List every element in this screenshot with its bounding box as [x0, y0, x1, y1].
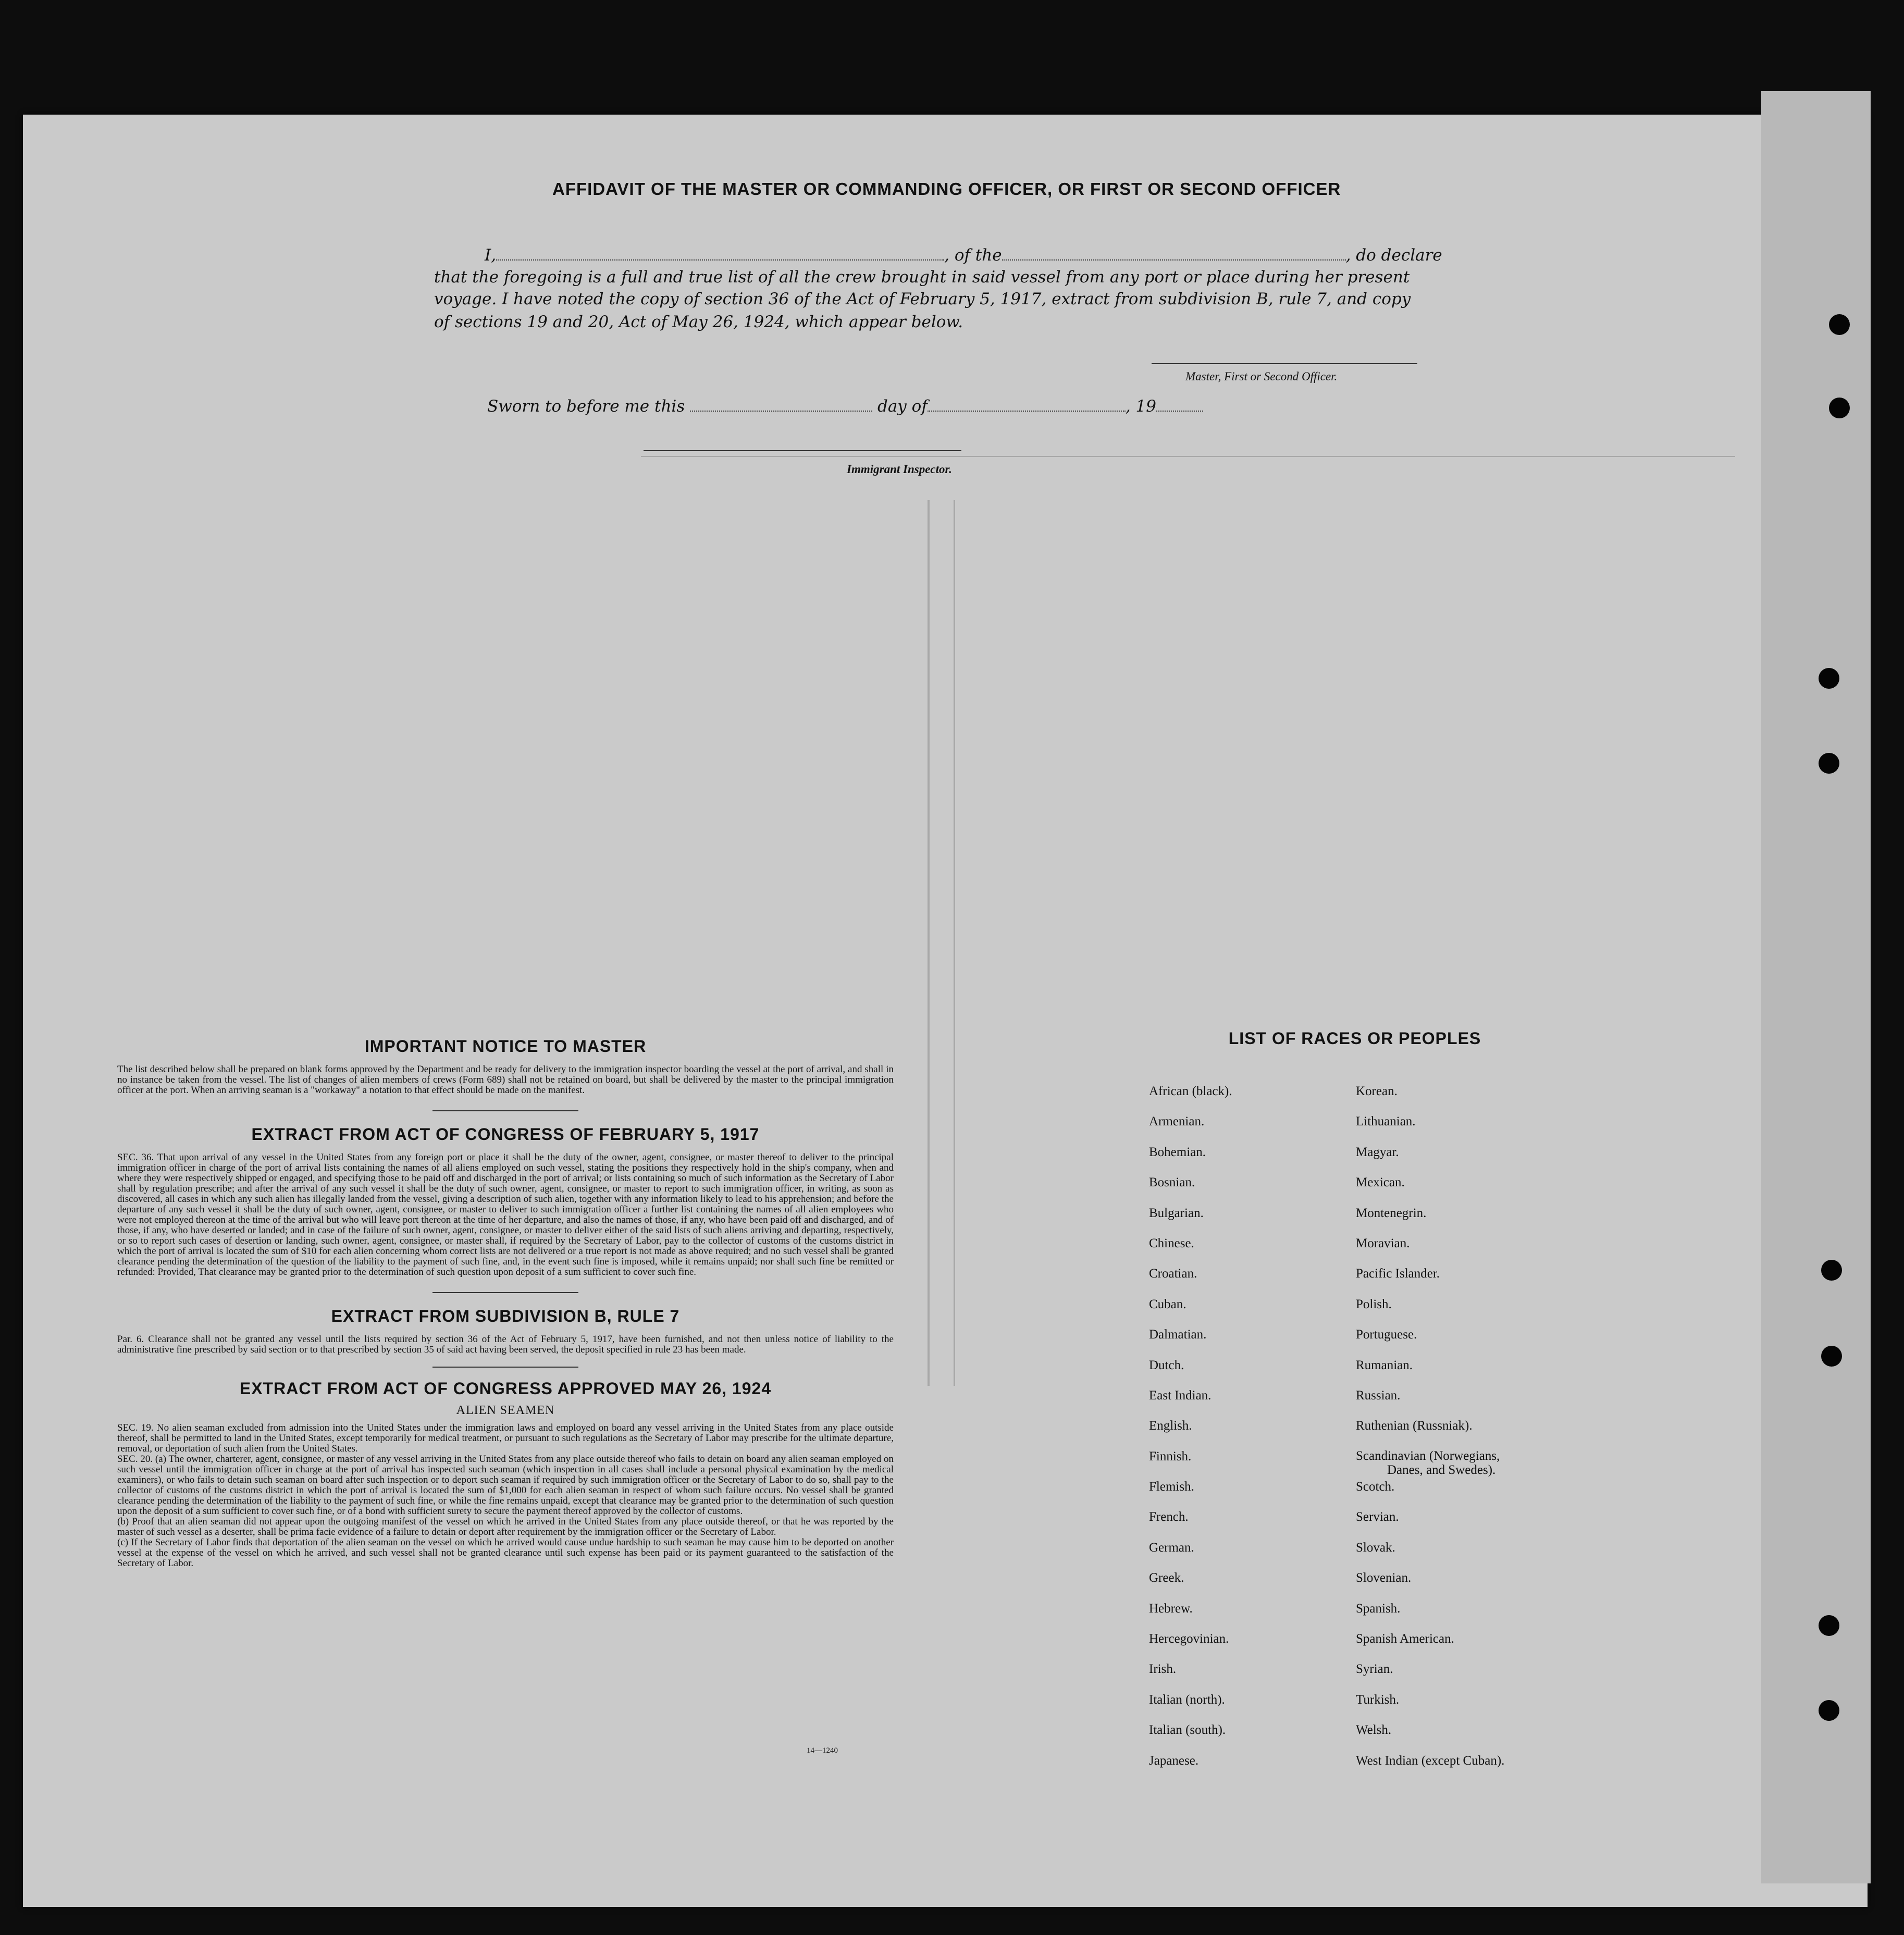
notices-column: [117, 1037, 894, 1569]
affidavit-i: I,: [485, 246, 497, 265]
master-signature-line[interactable]: [1152, 363, 1417, 364]
binder-hole-icon: [1819, 1615, 1839, 1636]
divider: [432, 1292, 578, 1293]
binder-hole-icon: [1819, 668, 1839, 689]
affidavit-line-3: voyage. I have noted the copy of section 36 of the Act of February 5, 1917, extract from subdivision B, rule 7, and copy: [434, 290, 1411, 308]
divider: [432, 1110, 578, 1111]
race-item: Cuban.: [1149, 1297, 1186, 1311]
race-item: Scandinavian (Norwegians, Danes, and Swedes).: [1356, 1448, 1500, 1477]
sheet-edge: [1761, 91, 1871, 1883]
race-item: French.: [1149, 1510, 1189, 1524]
race-item: Hercegovinian.: [1149, 1632, 1229, 1646]
race-item: Servian.: [1356, 1510, 1399, 1524]
race-item: Slovenian.: [1356, 1571, 1412, 1585]
inspector-signature-label: Immigrant Inspector.: [847, 463, 952, 476]
race-item: Mexican.: [1356, 1175, 1405, 1190]
race-item: Rumanian.: [1356, 1358, 1413, 1372]
extract-1924-subtitle: ALIEN SEAMEN: [456, 1404, 555, 1417]
race-item: Ruthenian (Russniak).: [1356, 1419, 1473, 1433]
extract-1924-sec20c: (c) If the Secretary of Labor finds that deportation of the alien seaman on the vessel on which he arrived would cause undue hardship to such seaman he may cause him to be deported on another vessel at the expense of the vessel on which he arrived, and such vessel shall not be granted clearance until such expense has been paid or its payment guaranteed to the satisfaction of the Secretary of Labor.: [117, 1537, 894, 1569]
race-item: Dutch.: [1149, 1358, 1184, 1372]
bleed-through-line: [641, 456, 1735, 457]
race-item: Bosnian.: [1149, 1175, 1195, 1190]
race-item: Irish.: [1149, 1662, 1177, 1677]
affidavit-line-1: [485, 244, 1459, 267]
race-item: Bohemian.: [1149, 1145, 1206, 1159]
race-item: German.: [1149, 1540, 1194, 1555]
race-item: Italian (north).: [1149, 1692, 1225, 1707]
affidavit-of-the: , of the: [944, 246, 1002, 265]
sworn-day-field[interactable]: [690, 398, 872, 412]
race-item: Syrian.: [1356, 1662, 1393, 1677]
race-item: Spanish American.: [1356, 1632, 1454, 1646]
race-item: Moravian.: [1356, 1236, 1410, 1250]
race-item: Greek.: [1149, 1571, 1184, 1585]
binder-hole-icon: [1821, 1346, 1842, 1367]
binder-hole-icon: [1821, 1260, 1842, 1281]
race-item: Polish.: [1356, 1297, 1392, 1311]
race-item: Spanish.: [1356, 1601, 1401, 1616]
binder-hole-icon: [1829, 398, 1850, 418]
races-title: LIST OF RACES OR PEOPLES: [1228, 1029, 1481, 1048]
race-item: Japanese.: [1149, 1753, 1199, 1768]
master-name-field[interactable]: [496, 247, 944, 261]
race-item: Flemish.: [1149, 1480, 1194, 1494]
affidavit-title: AFFIDAVIT OF THE MASTER OR COMMANDING OFFICER, OR FIRST OR SECOND OFFICER: [552, 179, 1341, 199]
notice-title: IMPORTANT NOTICE TO MASTER: [364, 1037, 647, 1056]
bleed-through-line: [954, 500, 955, 1386]
sworn-year-field[interactable]: [1156, 398, 1203, 412]
race-item: West Indian (except Cuban).: [1356, 1753, 1505, 1768]
extract-1924-sec20a: SEC. 20. (a) The owner, charterer, agent, consignee, or master of any vessel arriving in the United States from any place outside thereof who fails to detain on board any alien seaman employed on such vessel until the immigration officer in charge at the port of arrival has inspected such seaman (which inspection in all cases shall include a personal physical examination by the medical examiners), or who fails to detain such seaman on board after such inspection or to deport such seaman if required by such immigration officer or the Secretary of Labor to do so, shall pay to the collector of customs of the customs district in which the port of arrival is located the sum of $1,000 for each alien seaman in respect of whom such failure occurs. No vessel shall be granted clearance pending the determination of the liability to the payment of such fine, or while the fine remains unpaid, except that clearance may be granted prior to the determination of such question upon the deposit of a sum sufficient to cover such fine, or of a bond with sufficient surety to secure the payment thereof approved by the collector of customs.: [117, 1454, 894, 1517]
affidavit-do-declare: , do declare: [1345, 246, 1442, 265]
race-item: Magyar.: [1356, 1145, 1399, 1159]
inspector-signature-line[interactable]: [644, 450, 961, 451]
race-item: Croatian.: [1149, 1267, 1197, 1281]
race-item: Italian (south).: [1149, 1723, 1226, 1738]
race-item: Turkish.: [1356, 1692, 1400, 1707]
divider: [432, 1367, 578, 1368]
race-item: Dalmatian.: [1149, 1328, 1207, 1342]
extract-1924-title: EXTRACT FROM ACT OF CONGRESS APPROVED MAY 26, 1924: [239, 1379, 772, 1398]
race-item: Hebrew.: [1149, 1601, 1193, 1616]
race-item: Korean.: [1356, 1084, 1398, 1098]
rule-7-text: Par. 6. Clearance shall not be granted any vessel until the lists required by section 36 of the Act of February 5, 1917, have been furnished, and not then unless notice of liability to the administrative fine prescribed by said section or to that prescribed by section 35 of said act having been served, the deposit specified in rule 23 has been made.: [117, 1334, 894, 1355]
race-item: Welsh.: [1356, 1723, 1392, 1738]
extract-1917-text: SEC. 36. That upon arrival of any vessel in the United States from any foreign port or place it shall be the duty of the owner, agent, consignee, or master thereof to deliver to the principal immigration officer in charge of the port of arrival lists containing the names of all aliens employed on such vessel, stating the positions they respectively hold in the ship's company, when and where they were respectively shipped or engaged, and specifying those to be paid off and discharged in the port of arrival; or lists containing so much of such information as the Secretary of Labor shall by regulation prescribe; and after the arrival of any such vessel it shall be the duty of such owner, agent, consignee, or master to report to such immigration officer, in writing, as soon as discovered, all cases in which any such alien has illegally landed from the vessel, giving a description of such alien, together with any information likely to lead to his apprehension; and before the departure of any such vessel it shall be the duty of such owner, agent, consignee, or master to deliver to such immigration officer a further list containing the names of all alien employees who were not employed thereon at the time of the arrival but who will leave port thereon at the time of her departure, and also the names of those, if any, who have been paid off and discharged, and of those, if any, who have deserted or landed; and in case of the failure of such owner, agent, consignee, or master to deliver either of the said lists of such aliens arriving and departing, respectively, or so to report such cases of desertion or landing, such owner, agent, consignee, or master shall, if required by the Secretary of Labor, pay to the collector of customs of the customs district in which the port of arrival is located the sum of $10 for each alien concerning whom correct lists are not delivered or a true report is not made as above required; and no such vessel shall be granted clearance pending the determination of the question of the liability to the payment of such fine, and, in the event such fine is imposed, while it remains unpaid; nor shall such fine be remitted or refunded: Provided, That clearance may be granted prior to the determination of such question upon deposit of a sum sufficient to cover such fine.: [117, 1152, 894, 1277]
race-item: Chinese.: [1149, 1236, 1194, 1250]
sworn-prefix: Sworn to before me this: [487, 397, 685, 416]
binder-hole-icon: [1819, 1700, 1839, 1721]
race-item: Finnish.: [1149, 1449, 1192, 1463]
extract-1924-sec20b: (b) Proof that an alien seaman did not appear upon the outgoing manifest of the vessel on which he arrived in the United States from any place outside thereof, or that he was reported by the master of such vessel as a deserter, shall be prima facie evidence of a failure to detain or deport after requirement by the immigration officer or the Secretary of Labor.: [117, 1516, 894, 1537]
race-item: Slovak.: [1356, 1540, 1395, 1555]
vessel-name-field[interactable]: [1002, 247, 1346, 261]
binder-hole-icon: [1829, 314, 1850, 335]
race-item: Montenegrin.: [1356, 1206, 1427, 1220]
sworn-month-field[interactable]: [928, 398, 1126, 412]
races-column-2: [1356, 1084, 1627, 1783]
races-column-1: [1149, 1084, 1347, 1783]
affidavit-line-2: that the foregoing is a full and true list of all the crew brought in said vessel from any port or place during her present: [434, 268, 1410, 287]
rule-7-title: EXTRACT FROM SUBDIVISION B, RULE 7: [331, 1307, 680, 1325]
sworn-line: [487, 395, 1203, 418]
race-item: Russian.: [1356, 1388, 1401, 1403]
affidavit-line-4: of sections 19 and 20, Act of May 26, 1924, which appear below.: [434, 313, 963, 331]
extract-1917-title: EXTRACT FROM ACT OF CONGRESS OF FEBRUARY 5, 1917: [251, 1125, 760, 1144]
notice-text: The list described below shall be prepared on blank forms approved by the Department and be ready for delivery to the immigration inspector boarding the vessel at the port of arrival, and shall in no instance be taken from the vessel. The list of changes of alien members of crews (Form 689) shall not be retained on board, but shall be delivered by the master to the principal immigration officer at the port. When an arriving seaman is a "workaway" a notation to that effect should be made on the manifest.: [117, 1064, 894, 1096]
race-item: Portuguese.: [1356, 1328, 1417, 1342]
race-item: English.: [1149, 1419, 1192, 1433]
sworn-day-of: day of: [877, 397, 928, 416]
race-item: African (black).: [1149, 1084, 1232, 1098]
bleed-through-line: [928, 500, 930, 1386]
race-item: Pacific Islander.: [1356, 1267, 1440, 1281]
race-item: Lithuanian.: [1356, 1114, 1416, 1129]
race-item: Bulgarian.: [1149, 1206, 1204, 1220]
sworn-year-prefix: , 19: [1125, 397, 1156, 416]
form-number: 14—1240: [807, 1746, 838, 1755]
race-item: Scotch.: [1356, 1480, 1395, 1494]
extract-1924-sec19: SEC. 19. No alien seaman excluded from admission into the United States under the immigration laws and employed on board any vessel arriving in the United States from any place outside thereof, shall be permitted to land in the United States, except temporarily for medical treatment, or pursuant to such regulations as the Secretary of Labor may prescribe for the ultimate departure, removal, or deportation of such alien from the United States.: [117, 1422, 894, 1454]
race-item: East Indian.: [1149, 1388, 1211, 1403]
race-item: Armenian.: [1149, 1114, 1205, 1129]
binder-hole-icon: [1819, 753, 1839, 774]
master-signature-label: Master, First or Second Officer.: [1185, 370, 1338, 383]
